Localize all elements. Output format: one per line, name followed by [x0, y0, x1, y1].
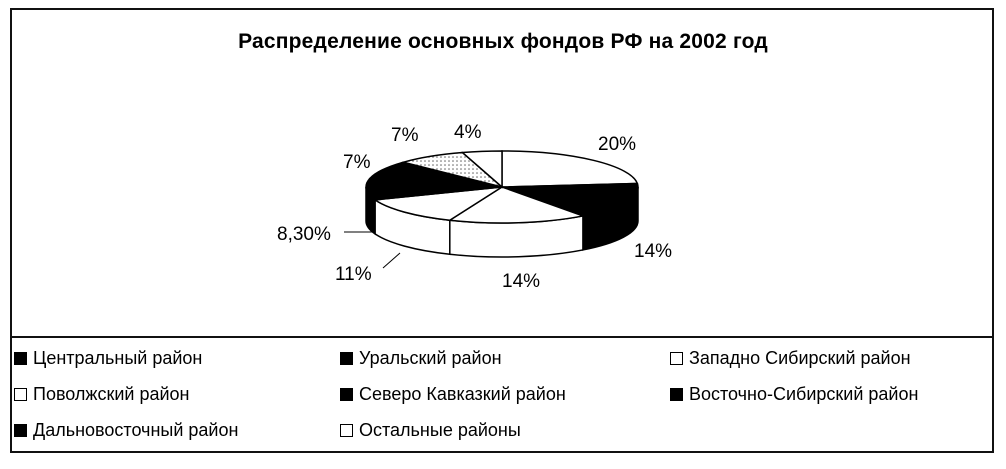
legend-swatch-icon: [670, 352, 683, 365]
legend-item-0: [14, 348, 202, 369]
pie-data-label-4: 8,30%: [277, 224, 331, 245]
legend-item-5: [670, 384, 918, 405]
pie-data-label-2: 14%: [502, 271, 541, 292]
legend-item-4: [340, 384, 566, 405]
legend-swatch-icon: [14, 388, 27, 401]
pie-data-label-3: 11%: [335, 264, 372, 285]
legend-label: Центральный район: [33, 348, 203, 368]
legend-label: Остальные районы: [359, 420, 521, 440]
legend-swatch-icon: [340, 388, 353, 401]
legend-swatch-icon: [14, 424, 27, 437]
legend-swatch-icon: [670, 388, 683, 401]
pie-data-label-7: 4%: [454, 122, 482, 143]
legend-item-3: [14, 384, 189, 405]
legend: [10, 336, 994, 453]
legend-label: Дальновосточный район: [33, 420, 239, 440]
legend-label: Западно Сибирский район: [689, 348, 911, 368]
legend-swatch-icon: [14, 352, 27, 365]
legend-item-7: [340, 420, 521, 441]
legend-label: Восточно-Сибирский район: [689, 384, 919, 404]
leader-line-1: [383, 253, 400, 268]
pie-data-label-1: 14%: [634, 241, 673, 262]
legend-label: Уральский район: [359, 348, 502, 368]
legend-label: Поволжский район: [33, 384, 190, 404]
pie-data-label-5: 7%: [343, 152, 371, 173]
legend-swatch-icon: [340, 424, 353, 437]
legend-item-1: [340, 348, 502, 369]
pie-data-label-6: 7%: [391, 125, 419, 146]
pie-slice-0: [502, 151, 637, 187]
legend-item-6: [14, 420, 238, 441]
legend-label: Северо Кавказкий район: [359, 384, 566, 404]
chart-title: Распределение основных фондов РФ на 2002 год: [238, 30, 768, 53]
legend-swatch-icon: [340, 352, 353, 365]
legend-item-2: [670, 348, 911, 369]
pie-data-label-0: 20%: [598, 134, 637, 155]
